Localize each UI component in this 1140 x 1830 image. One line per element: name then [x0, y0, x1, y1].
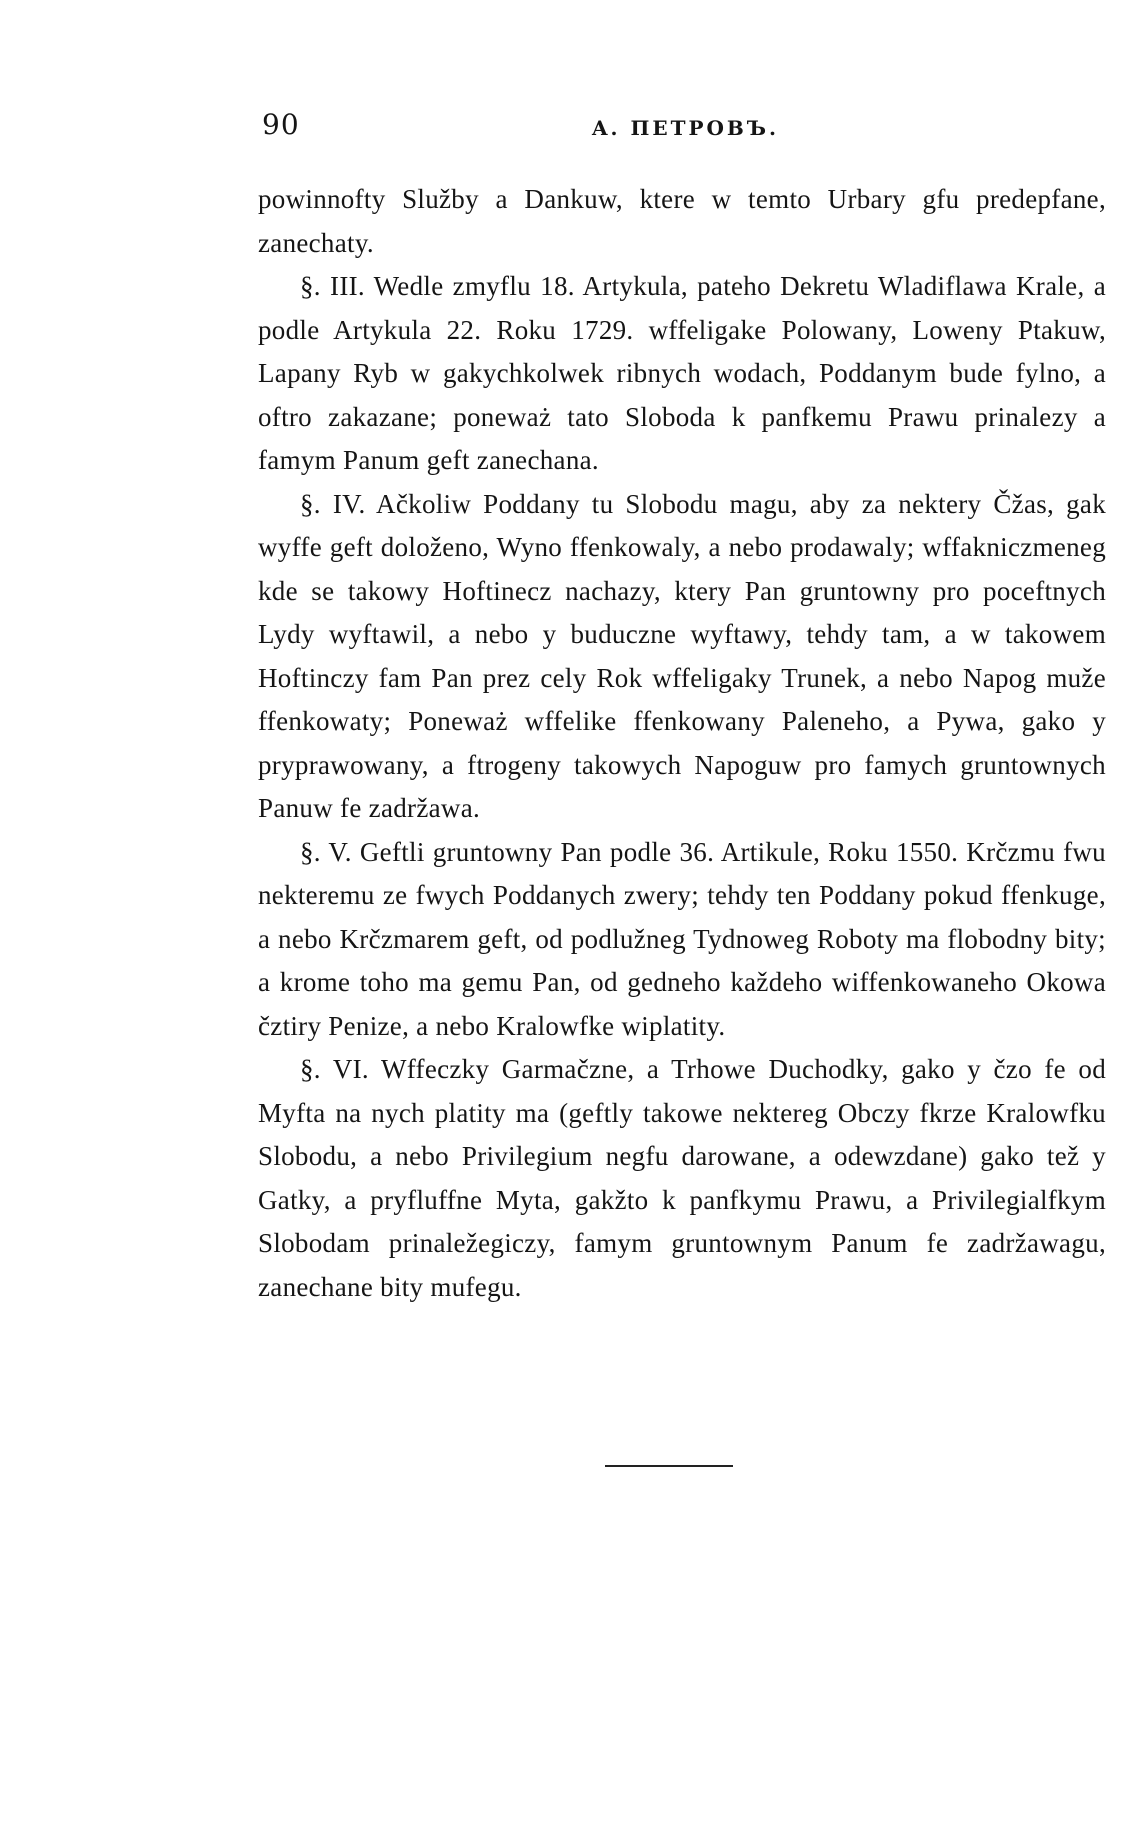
paragraph-section-5: §. V. Geftli gruntowny Pan podle 36. Artikule, Roku 1550. Krčzmu fwu nekteremu ze fwych Poddanych zwery; tehdy ten Poddany pokud ffenkuge, a nebo Krčzmarem geft, od podlužneg Tydnoweg Roboty ma flobodny bity; a krome toho ma gemu Pan, od gedneho každeho wiffenkowaneho Okowa čztiry Penize, a nebo Kralowfke wiplatity. — [258, 836, 1106, 1041]
end-rule — [605, 1465, 733, 1467]
page-header — [262, 108, 1106, 148]
paragraph-continuation: powinnofty Služby a Dankuw, ktere w temto Urbary gfu predepfane, zanechaty. — [258, 184, 1106, 258]
body-text — [258, 178, 1106, 1309]
page-number: 90 — [262, 108, 300, 141]
running-head: A. ПЕТРОВЪ. — [592, 116, 779, 140]
paragraph-section-6: §. VI. Wffeczky Garmačzne, a Trhowe Duchodky, gako y čzo fe od Myfta na nych platity ma (geftly takowe nektereg Obczy fkrze Kralowfku Slobodu, a nebo Privilegium negfu darowane, a odewzdane) gako tež y Gatky, a pryfluffne Myta, gakžto k panfkymu Prawu, a Privilegialfkym Slobodam prinaležegiczy, famym gruntownym Panum fe zadržawagu, zanechane bity mufegu. — [258, 1054, 1106, 1302]
paragraph-section-3: §. III. Wedle zmyflu 18. Artykula, pateho Dekretu Wladiflawa Krale, a podle Artykula 22. Roku 1729. wffeligake Polowany, Loweny Ptakuw, Lapany Ryb w gakychkolwek ribnych wodach, Poddanym bude fylno, a oftro zakazane; poneważ tato Sloboda k panfkemu Prawu prinalezy a famym Panum geft zanechana. — [258, 271, 1106, 475]
paragraph-section-4: §. IV. Ačkoliw Poddany tu Slobodu magu, aby za nektery Čžas, gak wyffe geft doloženo, Wyno ffenkowaly, a nebo prodawaly; wffakniczmeneg kde se takowy Hoftinecz nachazy, ktery Pan gruntowny pro poceftnych Lydy wyftawil, a nebo y buduczne wyftawy, tehdy tam, a w takowem Hoftinczy fam Pan prez cely Rok wffeligaky Trunek, a nebo Napog muže ffenkowaty; Poneważ wffelike ffenkowany Paleneho, a Pywa, gako y pryprawowany, a ftrogeny takowych Napoguw pro famych gruntownych Panuw fe zadržawa. — [258, 488, 1106, 823]
